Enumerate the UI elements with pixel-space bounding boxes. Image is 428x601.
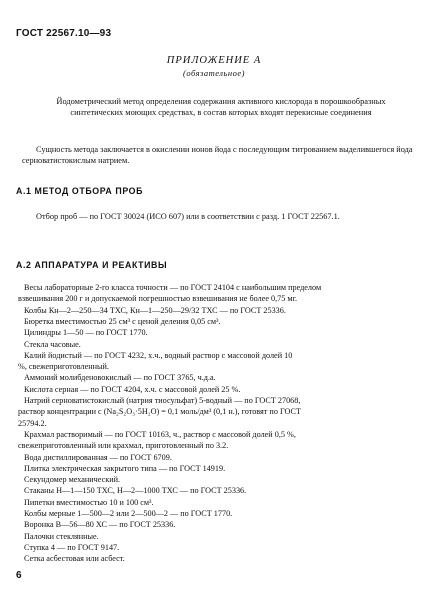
equipment-list-line: раствор концентрации с (Na₂S₂O₃·5H₂O) = 0,1 моль/дм³ (0,1 н.), готовят по ГОСТ <box>18 407 301 417</box>
equipment-list-line: Крахмал растворимый — по ГОСТ 10163, ч., раствор с массовой долей 0,5 %, <box>24 429 296 439</box>
equipment-list-line: Кислота серная — по ГОСТ 4204, х.ч. с массовой долей 25 %. <box>24 384 241 394</box>
appendix-title: ПРИЛОЖЕНИЕ А <box>166 55 262 66</box>
equipment-list-line: Палочки стеклянные. <box>24 531 99 541</box>
essence-paragraph: Сущность метода заключается в окислении ионов йода с последующим титрованием выделившегося йода серноватистокислым натрием. <box>22 145 413 165</box>
equipment-list-line: Стекла часовые. <box>24 339 81 349</box>
equipment-list-line: Секундомер механический. <box>24 475 121 485</box>
equipment-list-line: Пипетки вместимостью 10 и 100 см³. <box>24 497 154 507</box>
equipment-list-line: Аммоний молибденовокислый — по ГОСТ 3765, ч.д.а. <box>24 373 216 383</box>
equipment-list-line: Стаканы Н—1—150 ТХС, Н—2—1000 ТХС — по ГОСТ 25336. <box>24 486 247 496</box>
equipment-list-line: взвешивания 200 г и допускаемой погрешностью взвешивания не более 0,75 мг. <box>18 294 298 304</box>
equipment-list-line: свежеприготовленный или крахмал, приготовленный по 3.2. <box>18 441 229 451</box>
method-title: Йодометрический метод определения содержания активного кислорода в порошкообразных синтетических моющих средствах, в состав которых входят перекисные соединения <box>56 97 386 117</box>
equipment-list-line: Колбы Кн—2—250—34 ТХС, Кн—1—250—29/32 ТХС — по ГОСТ 25336. <box>24 305 286 315</box>
equipment-list-line: Весы лабораторные 2-го класса точности — по ГОСТ 24104 с наибольшим пределом <box>24 283 322 292</box>
equipment-list-line: %, свежеприготовленный. <box>18 362 109 372</box>
equipment-list-line: Вода дистиллированная — по ГОСТ 6709. <box>24 452 172 462</box>
equipment-list-line: Колбы мерные 1—500—2 или 2—500—2 — по ГОСТ 1770. <box>24 509 233 518</box>
equipment-list-line: Сетка асбестовая или асбест. <box>24 554 125 564</box>
equipment-list-line: Ступка 4 — по ГОСТ 9147. <box>24 542 120 552</box>
equipment-list-line: Калий йодистый — по ГОСТ 4232, х.ч., водный раствор с массовой долей 10 <box>24 350 293 360</box>
section-a1-text: Отбор проб — по ГОСТ 30024 (ИСО 607) или в соответствии с разд. 1 ГОСТ 22567.1. <box>36 212 340 221</box>
appendix-subtitle: (обязательное) <box>183 68 245 78</box>
section-a2-heading: А.2 АППАРАТУРА И РЕАКТИВЫ <box>16 260 168 270</box>
equipment-list-line: Бюретка вместимостью 25 см³ с ценой деления 0,05 см³. <box>24 316 221 326</box>
section-a1-heading: А.1 МЕТОД ОТБОРА ПРОБ <box>16 186 144 196</box>
page-number: 6 <box>16 570 22 581</box>
equipment-list-line: Воронка В—56—80 ХС — по ГОСТ 25336. <box>24 520 176 530</box>
equipment-list-line: 25794.2. <box>18 418 47 428</box>
equipment-list-line: Плитка электрическая закрытого типа — по ГОСТ 14919. <box>24 463 226 473</box>
equipment-list-line: Цилиндры 1—50 — по ГОСТ 1770. <box>24 328 148 338</box>
document-header-code: ГОСТ 22567.10—93 <box>16 28 112 39</box>
equipment-list-line: Натрий серноватистокислый (натрия тиосульфат) 5-водный — по ГОСТ 27068, <box>24 396 301 405</box>
